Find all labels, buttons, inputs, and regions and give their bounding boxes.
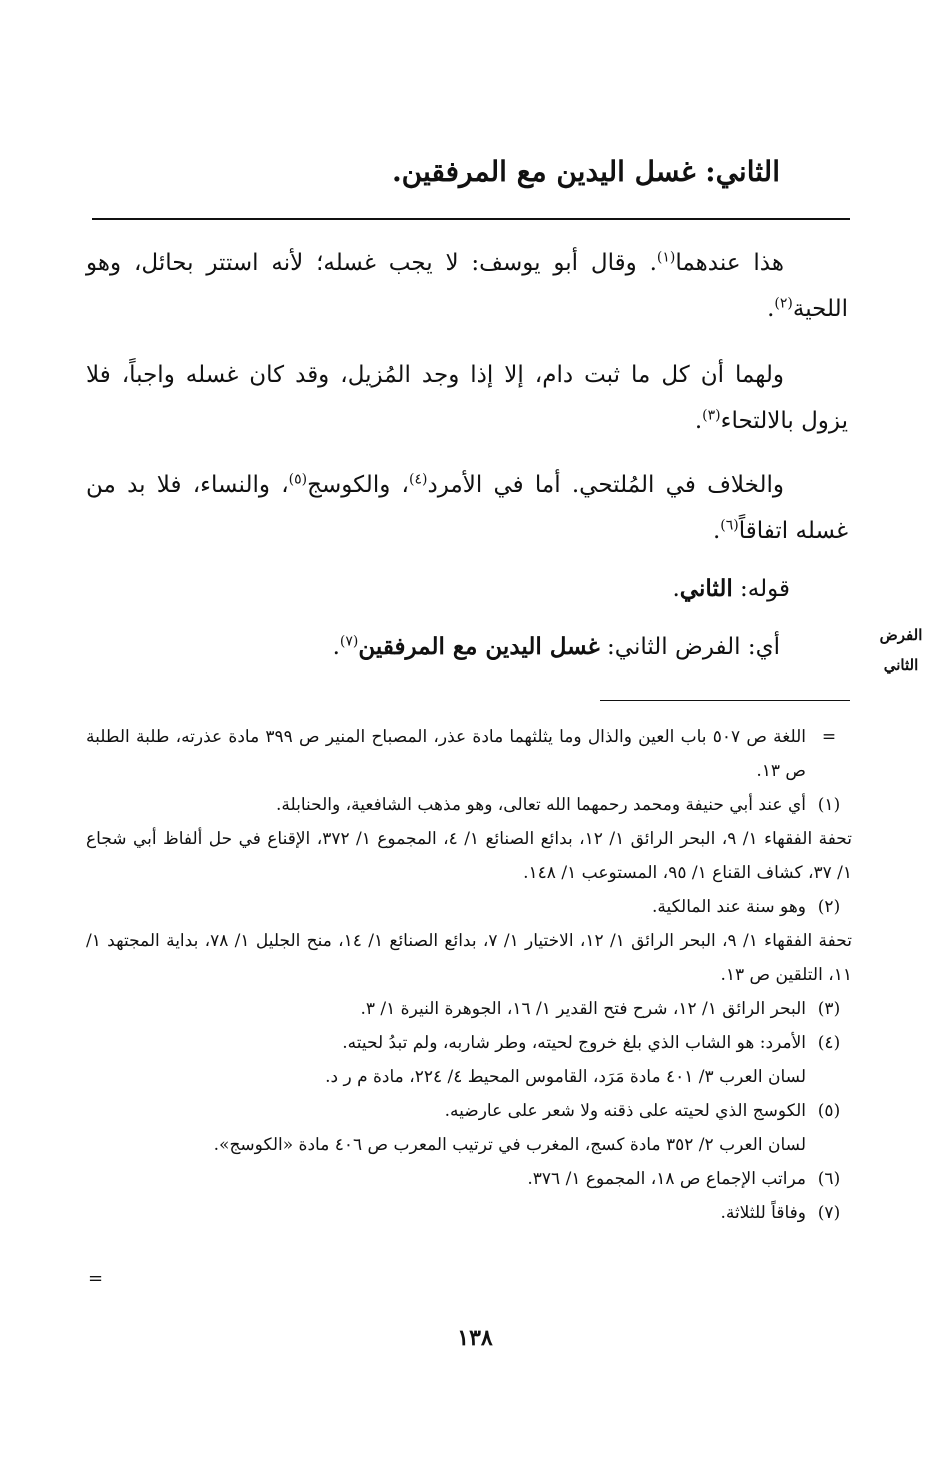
footnote-item-source bbox=[86, 1060, 852, 1094]
footnote-source: لسان العرب ٣/ ٤٠١ مادة مَرَد، القاموس المحيط ٤/ ٢٢٤، مادة م ر د. bbox=[325, 1067, 806, 1087]
text-span: ، والكوسج bbox=[307, 472, 409, 498]
paragraph-5 bbox=[180, 624, 780, 670]
page-number: ١٣٨ bbox=[457, 1325, 493, 1351]
bold-term: غسل اليدين مع المرفقين bbox=[358, 633, 600, 660]
footnote-text: البحر الرائق ١/ ١٢، شرح فتح القدير ١/ ١٦، الجوهرة النيرة ١/ ٣. bbox=[360, 999, 806, 1019]
footnote-number: (٦) bbox=[817, 1169, 841, 1189]
footnote-ref-2[interactable]: (٢) bbox=[774, 295, 793, 312]
footnote-ref-4[interactable]: (٤) bbox=[409, 471, 428, 488]
footnote-number: (٥) bbox=[817, 1101, 841, 1121]
margin-note-line: الفرض bbox=[879, 626, 923, 644]
text-span: . bbox=[332, 634, 340, 660]
text-span: . bbox=[712, 518, 721, 544]
footnote-text: الكوسج الذي لحيته على ذقنه ولا شعر على عارضيه. bbox=[444, 1101, 806, 1121]
footnote-ref-6[interactable]: (٦) bbox=[720, 517, 739, 534]
section-heading: الثاني: غسل اليدين مع المرفقين. bbox=[391, 155, 780, 188]
footnote-item-source bbox=[86, 1128, 852, 1162]
footnote-number: (٢) bbox=[817, 897, 841, 917]
footnote-item bbox=[86, 1026, 852, 1060]
footnote-ref-1[interactable]: (١) bbox=[656, 249, 676, 266]
header-divider bbox=[92, 218, 850, 220]
footnote-item bbox=[86, 1094, 852, 1128]
footnote-text: مراتب الإجماع ص ١٨، المجموع ١/ ٣٧٦. bbox=[527, 1169, 806, 1189]
paragraph-2 bbox=[86, 352, 848, 444]
text-span: والخلاف في المُلتحي. أما في الأمرد bbox=[427, 472, 784, 498]
footnote-text: وهو سنة عند المالكية. bbox=[652, 897, 806, 917]
text-span: . bbox=[672, 576, 680, 602]
footnote-item bbox=[86, 992, 852, 1026]
footnote-number: (٣) bbox=[817, 999, 841, 1019]
footnote-number: (٤) bbox=[817, 1033, 841, 1053]
footnote-source: تحفة الفقهاء ١/ ٩، البحر الرائق ١/ ١٢، الاختيار ١/ ٧، بدائع الصنائع ١/ ١٤، منح الجليل ١/ ٧٨، بداية المجتهد ١/ ١١، التلقين ص ١٣. bbox=[86, 931, 852, 985]
margin-note bbox=[860, 620, 942, 680]
footnote-ref-7[interactable]: (٧) bbox=[339, 633, 359, 650]
footnotes bbox=[86, 720, 852, 1230]
footnote-item bbox=[86, 890, 852, 924]
text-span: . bbox=[694, 408, 703, 434]
margin-note-line: الثاني bbox=[883, 656, 919, 674]
footnote-number: (١) bbox=[817, 795, 841, 815]
paragraph-3 bbox=[86, 462, 848, 554]
footnote-text: أي عند أبي حنيفة ومحمد رحمهما الله تعالى، وهو مذهب الشافعية، والحنابلة. bbox=[275, 795, 806, 815]
continuation-mark: = bbox=[821, 727, 837, 747]
footnote-text: وفاقاً للثلاثة. bbox=[720, 1203, 806, 1223]
footnote-text: الأمرد: هو الشاب الذي بلغ خروج لحيته، وطر شاربه، ولم تبدُ لحيته. bbox=[342, 1033, 806, 1053]
footnote-item bbox=[86, 788, 852, 822]
footnote-ref-3[interactable]: (٣) bbox=[702, 407, 721, 424]
footnote-source: تحفة الفقهاء ١/ ٩، البحر الرائق ١/ ١٢، بدائع الصنائع ١/ ٤، المجموع ١/ ٣٧٢، الإقناع في حل ألفاظ أبي شجاع ١/ ٣٧، كشاف القناع ١/ ٩٥، المستوعب ١/ ١٤٨. bbox=[86, 829, 853, 883]
footnote-source: لسان العرب ٢/ ٣٥٢ مادة كسج، المغرب في ترتيب المعرب ص ٤٠٦ مادة «الكوسج». bbox=[213, 1135, 806, 1155]
text-span: ، والنساء، فلا بد من غسله اتفاقاً bbox=[86, 472, 848, 544]
footnote-item bbox=[86, 1196, 852, 1230]
text-span: . bbox=[767, 296, 775, 322]
bold-term: الثاني bbox=[679, 575, 733, 602]
footnote-item bbox=[86, 1162, 852, 1196]
text-span: أي: الفرض الثاني: bbox=[599, 634, 780, 660]
text-span: ولهما أن كل ما ثبت دام، إلا إذا وجد المُزيل، وقد كان غسله واجباً، فلا يزول بالالتحاء bbox=[86, 362, 848, 434]
footnote-divider bbox=[600, 700, 850, 701]
footnote-ref-5[interactable]: (٥) bbox=[288, 471, 308, 488]
footnote-continuation bbox=[86, 720, 852, 788]
paragraph-1 bbox=[86, 240, 848, 332]
text-span: . وقال أبو يوسف: لا يجب غسله؛ لأنه استتر بحائل، وهو اللحية bbox=[86, 250, 848, 322]
text-span: قوله: bbox=[732, 576, 790, 602]
text-span: هذا عندهما bbox=[675, 250, 784, 276]
paragraph-4 bbox=[390, 566, 790, 612]
continuation-mark: = bbox=[88, 1268, 104, 1289]
footnote-number: (٧) bbox=[817, 1203, 841, 1223]
footnote-text: اللغة ص ٥٠٧ باب العين والذال وما يثلثهما مادة عذر، المصباح المنير ص ٣٩٩ مادة عذرته، طلبة الطلبة ص ١٣. bbox=[86, 727, 806, 781]
